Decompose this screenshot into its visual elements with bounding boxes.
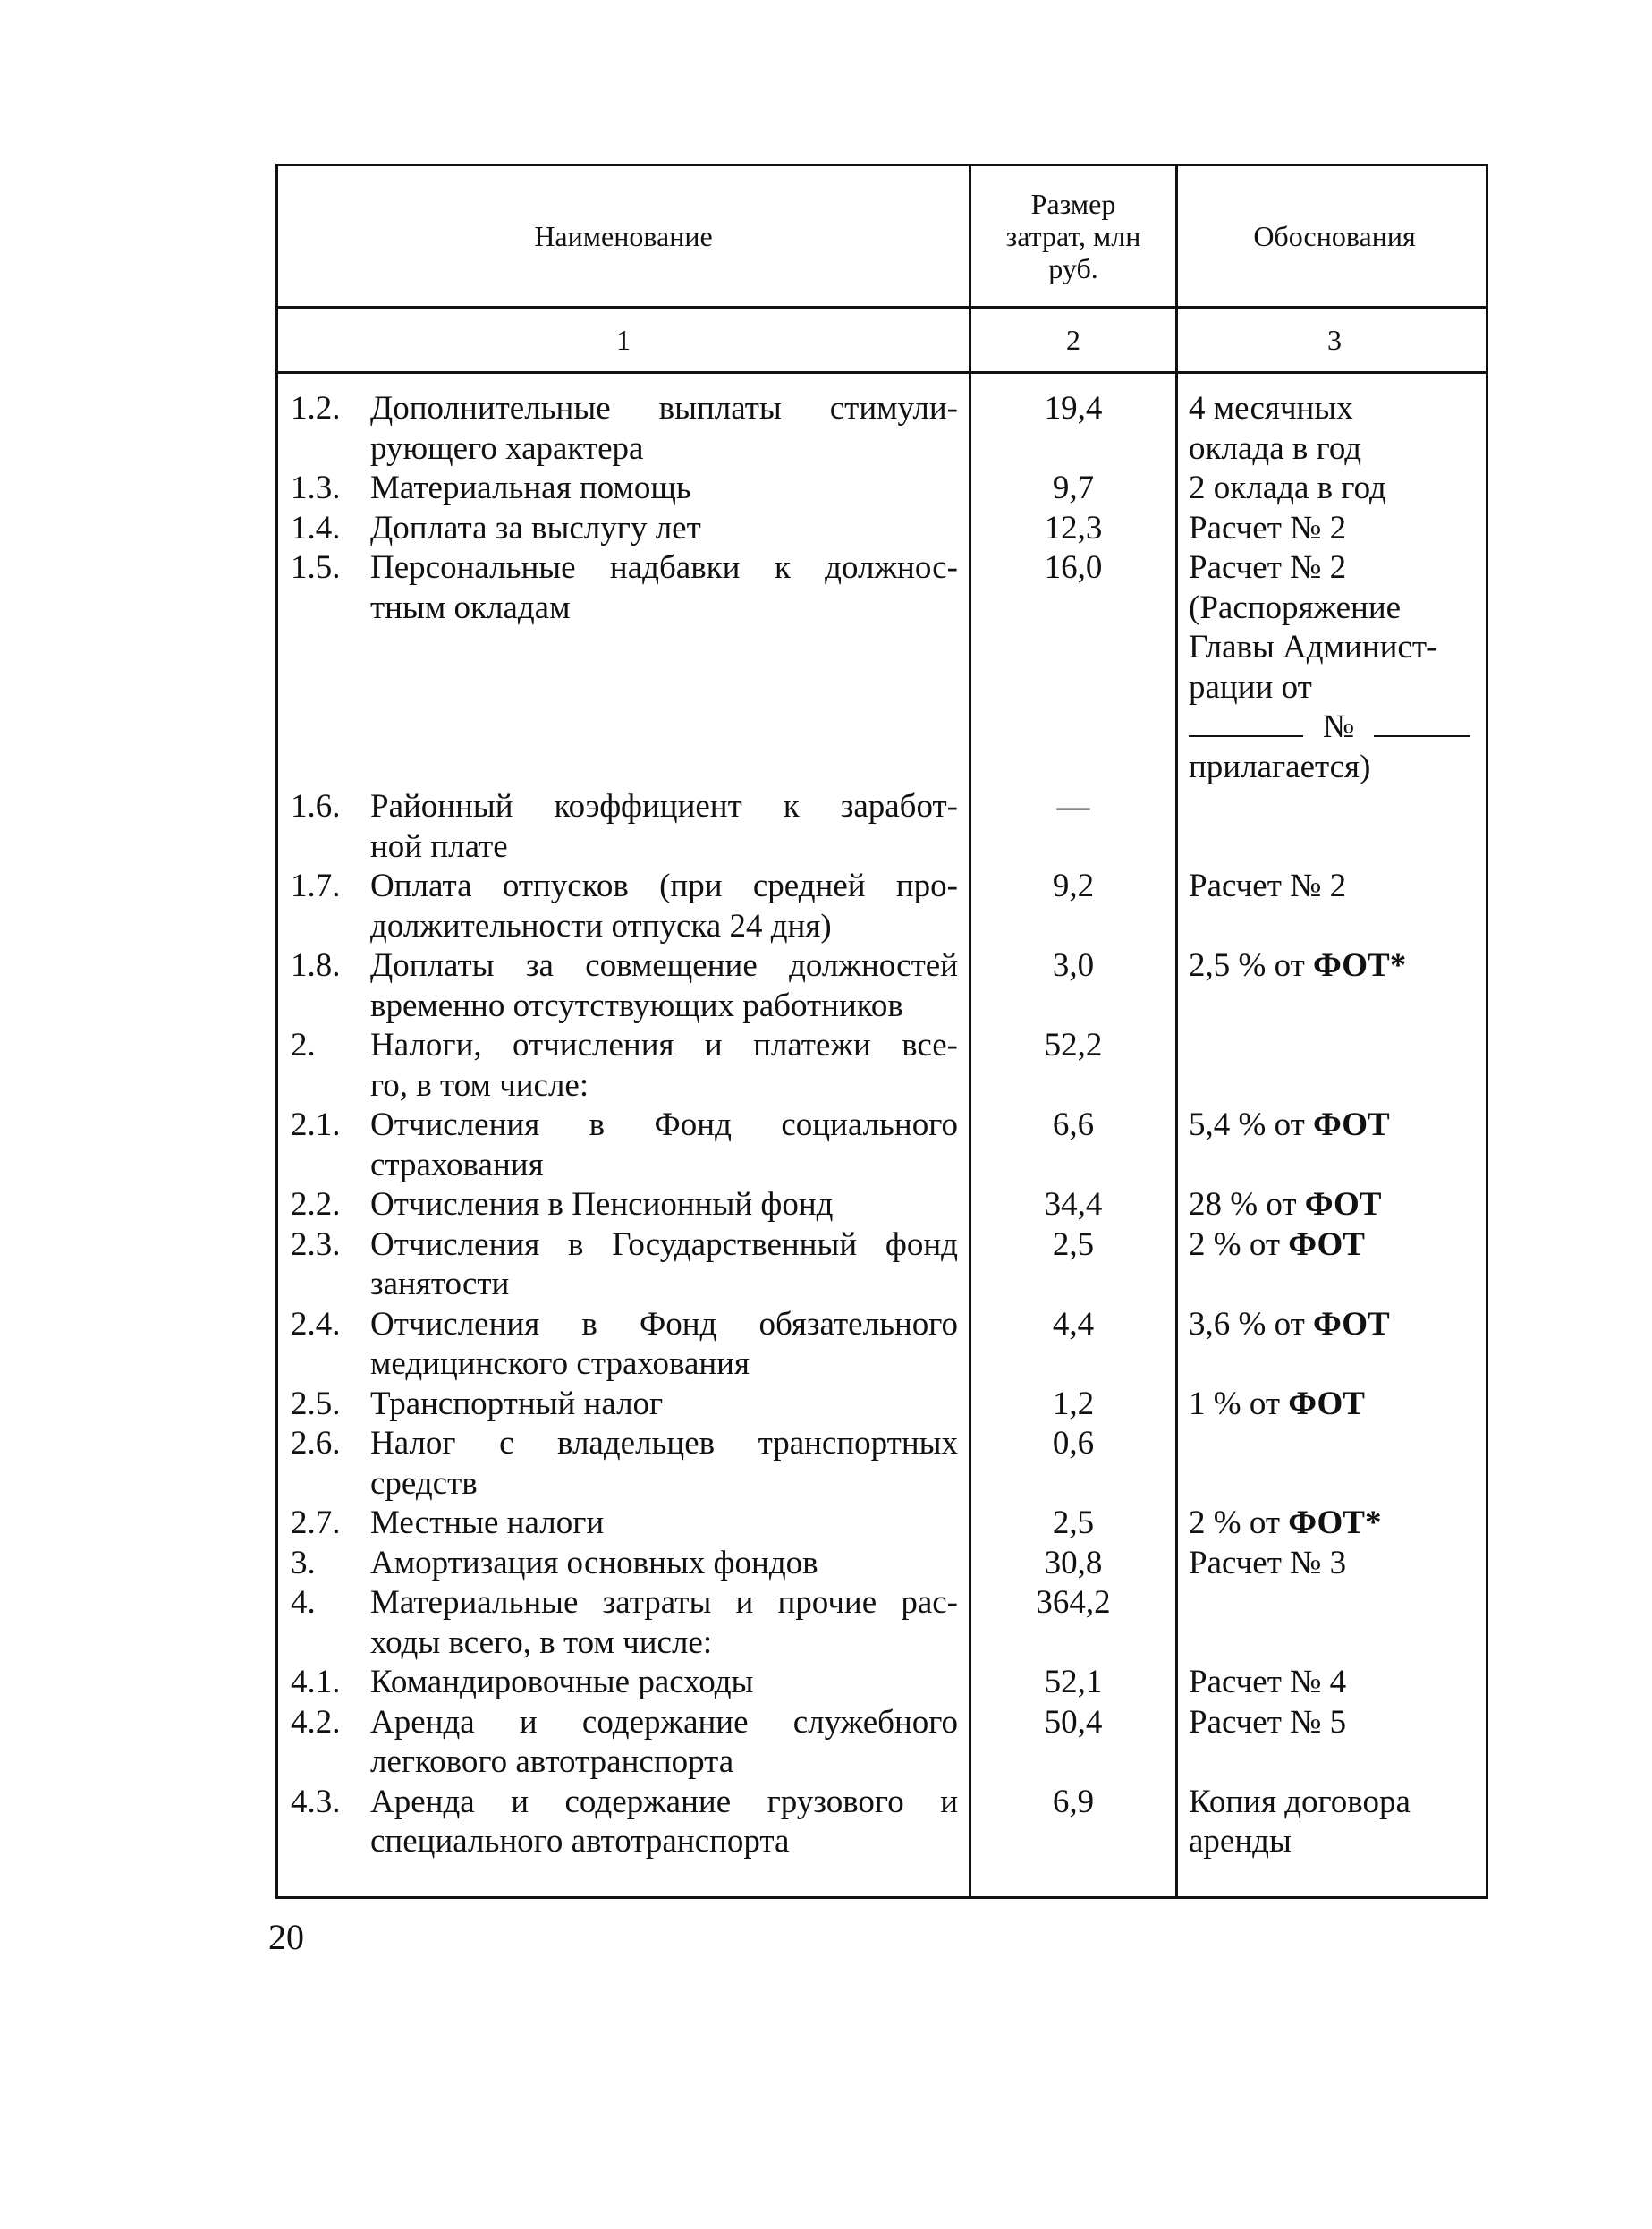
row-basis (1189, 548, 1488, 787)
row-name-line: легкового автотранспорта (370, 1743, 734, 1780)
row-name-line: Командировочные расходы (370, 1664, 754, 1700)
row-code: 2.1. (291, 1106, 341, 1143)
row-basis-line: 3,6 % от ФОТ (1189, 1305, 1390, 1343)
row-basis-line: 1 % от ФОТ (1189, 1385, 1365, 1422)
header-amount-line: руб. (1048, 252, 1098, 284)
row-name-line: Оплата отпусков (при средней про- (370, 868, 958, 904)
row-name-line: Транспортный налог (370, 1385, 664, 1422)
row-name-line: рующего характера (370, 429, 644, 467)
row-basis (1189, 1305, 1488, 1345)
table-row (278, 1225, 1491, 1305)
row-basis (1189, 1106, 1488, 1146)
row-basis-line: рации от (1189, 668, 1312, 706)
row-basis-line: 4 месячных (1189, 390, 1353, 427)
row-code: 1.2. (291, 390, 341, 427)
row-name-line: Аренда и содержание служебного (370, 1703, 958, 1741)
row-code: 2. (291, 1027, 316, 1064)
row-amount: 34,4 (1044, 1186, 1103, 1223)
column-number-1: 1 (616, 323, 631, 356)
table-row (278, 867, 1491, 946)
table-row (278, 1663, 1491, 1703)
row-name-line: ной плате (370, 827, 508, 865)
row-name-line: Доплаты за совмещение должностей (370, 947, 958, 984)
row-name (370, 1504, 958, 1544)
row-divider (278, 371, 1486, 374)
row-code: 2.3. (291, 1225, 341, 1263)
row-basis-line: (Распоряжение (1189, 589, 1402, 626)
table-row (278, 548, 1491, 787)
row-basis-line: Расчет № 5 (1189, 1703, 1347, 1741)
row-name-line: Материальная помощь (370, 470, 691, 506)
row-amount: 9,2 (1052, 868, 1095, 904)
table-row (278, 1544, 1491, 1584)
row-basis-line: Главы Админист- (1189, 629, 1438, 665)
row-basis (1189, 389, 1488, 469)
row-basis-line: 28 % от ФОТ (1189, 1186, 1382, 1223)
header-basis-text: Обоснования (1253, 220, 1416, 252)
row-amount: 2,5 (1052, 1225, 1095, 1263)
row-code: 2.4. (291, 1305, 341, 1343)
row-amount: 0,6 (1052, 1425, 1095, 1462)
fill-in-blank (1374, 708, 1470, 737)
table-row (278, 1504, 1491, 1544)
expense-table (275, 164, 1488, 1899)
row-name-line: го, в том числе: (370, 1066, 589, 1104)
table-row (278, 389, 1491, 469)
row-amount: 52,2 (1044, 1027, 1103, 1064)
row-amount: — (1056, 788, 1090, 825)
row-basis-line: прилагается) (1189, 748, 1371, 785)
row-name-line: Налоги, отчисления и платежи все- (370, 1027, 958, 1064)
row-code: 1.6. (291, 788, 341, 825)
table-row (278, 1026, 1491, 1106)
row-basis (1189, 946, 1488, 987)
row-name-line: средств (370, 1464, 478, 1502)
table-row (278, 509, 1491, 549)
row-code: 1.3. (291, 470, 341, 506)
row-code: 1.5. (291, 549, 341, 586)
row-name (370, 389, 958, 469)
number-sign: № (1323, 708, 1355, 745)
row-basis-line: 5,4 % от ФОТ (1189, 1106, 1390, 1143)
row-name-line: Амортизация основных фондов (370, 1544, 818, 1581)
row-name-line: временно отсутствующих работников (370, 987, 903, 1024)
row-name (370, 1185, 958, 1225)
row-name (370, 1424, 958, 1504)
row-name-line: страхования (370, 1146, 544, 1183)
row-name (370, 1026, 958, 1106)
row-name (370, 509, 958, 549)
table-row (278, 1305, 1491, 1385)
header-amount (971, 166, 1175, 306)
row-name-line: медицинского страхования (370, 1345, 750, 1382)
row-code: 4.1. (291, 1664, 341, 1700)
row-name-line: должительности отпуска 24 дня) (370, 907, 832, 945)
row-amount: 364,2 (1036, 1584, 1111, 1621)
row-basis-line: 2,5 % от ФОТ* (1189, 947, 1407, 984)
row-name-line: Аренда и содержание грузового и (370, 1783, 958, 1820)
header-amount-line: Размер (1030, 188, 1116, 220)
row-basis (1189, 1185, 1488, 1225)
row-name-line: Дополнительные выплаты стимули- (370, 390, 958, 427)
row-amount: 3,0 (1052, 947, 1095, 984)
row-basis-line: 2 % от ФОТ* (1189, 1504, 1382, 1541)
row-code: 2.5. (291, 1385, 341, 1422)
row-name (370, 1544, 958, 1584)
row-code: 1.4. (291, 509, 341, 547)
row-basis (1189, 1225, 1488, 1266)
row-basis (1189, 1703, 1488, 1743)
table-row (278, 787, 1491, 867)
row-name-line: Районный коэффициент к заработ- (370, 788, 958, 825)
row-name (370, 1225, 958, 1305)
fill-in-blank (1189, 708, 1303, 737)
table-body (278, 389, 1491, 1862)
row-code: 2.7. (291, 1504, 341, 1541)
row-code: 1.8. (291, 947, 341, 984)
row-name-line: Персональные надбавки к должнос- (370, 549, 958, 586)
row-amount: 30,8 (1044, 1544, 1103, 1581)
row-basis-line: 2 оклада в год (1189, 470, 1386, 506)
row-name (370, 1583, 958, 1663)
header-name (278, 166, 969, 306)
header-basis (1178, 166, 1491, 306)
table-row (278, 1385, 1491, 1425)
row-basis (1189, 469, 1488, 509)
row-name (370, 946, 958, 1026)
row-basis (1189, 867, 1488, 907)
row-amount: 12,3 (1044, 509, 1103, 547)
row-code: 4. (291, 1584, 316, 1621)
row-name-line: Местные налоги (370, 1504, 605, 1541)
table-row (278, 1583, 1491, 1663)
row-name-line: ходы всего, в том числе: (370, 1623, 713, 1661)
row-basis-line: Расчет № 2 (1189, 868, 1347, 904)
row-code: 2.2. (291, 1186, 341, 1223)
row-basis-line: Расчет № 2 (1189, 549, 1347, 586)
row-name-line: занятости (370, 1266, 510, 1302)
row-basis (1189, 1504, 1488, 1544)
row-amount: 52,1 (1044, 1664, 1103, 1700)
table-row (278, 469, 1491, 509)
row-code: 1.7. (291, 868, 341, 904)
row-name (370, 1663, 958, 1703)
row-basis (1189, 1385, 1488, 1425)
row-basis (1189, 1783, 1488, 1862)
row-amount: 50,4 (1044, 1703, 1103, 1741)
row-name (370, 1305, 958, 1385)
table-row (278, 1185, 1491, 1225)
row-name (370, 1106, 958, 1185)
page-number: 20 (268, 1917, 304, 1957)
row-name-line: Отчисления в Государственный фонд (370, 1225, 958, 1263)
row-basis-line: оклада в год (1189, 429, 1362, 467)
row-name (370, 548, 958, 787)
row-name (370, 1783, 958, 1862)
table-row (278, 1703, 1491, 1783)
row-code: 4.3. (291, 1783, 341, 1820)
row-amount: 9,7 (1052, 470, 1095, 506)
row-amount: 16,0 (1044, 549, 1103, 586)
row-name-line: специального автотранспорта (370, 1823, 790, 1860)
row-name-line: Налог с владельцев транспортных (370, 1425, 958, 1462)
row-name-line: Отчисления в Пенсионный фонд (370, 1186, 834, 1223)
row-code: 4.2. (291, 1703, 341, 1741)
row-amount: 1,2 (1052, 1385, 1095, 1422)
row-basis (1189, 1663, 1488, 1703)
row-name-line: Материальные затраты и прочие рас- (370, 1584, 958, 1621)
row-code: 3. (291, 1544, 316, 1581)
row-basis-line: Расчет № 3 (1189, 1544, 1347, 1581)
row-basis-line: Копия договора (1189, 1783, 1411, 1820)
row-name (370, 1385, 958, 1425)
table-row (278, 1106, 1491, 1185)
column-number-2: 2 (1066, 323, 1080, 356)
row-basis-line: Расчет № 4 (1189, 1664, 1347, 1700)
row-amount: 6,9 (1052, 1783, 1095, 1820)
row-basis-line (1189, 708, 1488, 748)
row-amount: 4,4 (1052, 1305, 1095, 1343)
row-name-line: Отчисления в Фонд обязательного (370, 1305, 958, 1343)
row-basis (1189, 509, 1488, 549)
row-name (370, 469, 958, 509)
row-basis-line: 2 % от ФОТ (1189, 1225, 1365, 1263)
row-basis-line: Расчет № 2 (1189, 509, 1347, 547)
row-code: 2.6. (291, 1425, 341, 1462)
row-basis-line: аренды (1189, 1823, 1292, 1860)
table-row (278, 946, 1491, 1026)
row-name-line: тным окладам (370, 589, 571, 626)
header-amount-line: затрат, млн (1005, 220, 1141, 252)
table-row (278, 1424, 1491, 1504)
row-name (370, 867, 958, 946)
column-number-3: 3 (1327, 323, 1342, 356)
row-name-line: Доплата за выслугу лет (370, 509, 701, 547)
row-name (370, 787, 958, 867)
table-row (278, 1783, 1491, 1862)
row-name (370, 1703, 958, 1783)
row-amount: 19,4 (1044, 390, 1103, 427)
row-amount: 6,6 (1052, 1106, 1095, 1143)
row-name-line: Отчисления в Фонд социального (370, 1106, 958, 1143)
header-name-text: Наименование (534, 220, 713, 252)
row-basis (1189, 1544, 1488, 1584)
row-amount: 2,5 (1052, 1504, 1095, 1541)
